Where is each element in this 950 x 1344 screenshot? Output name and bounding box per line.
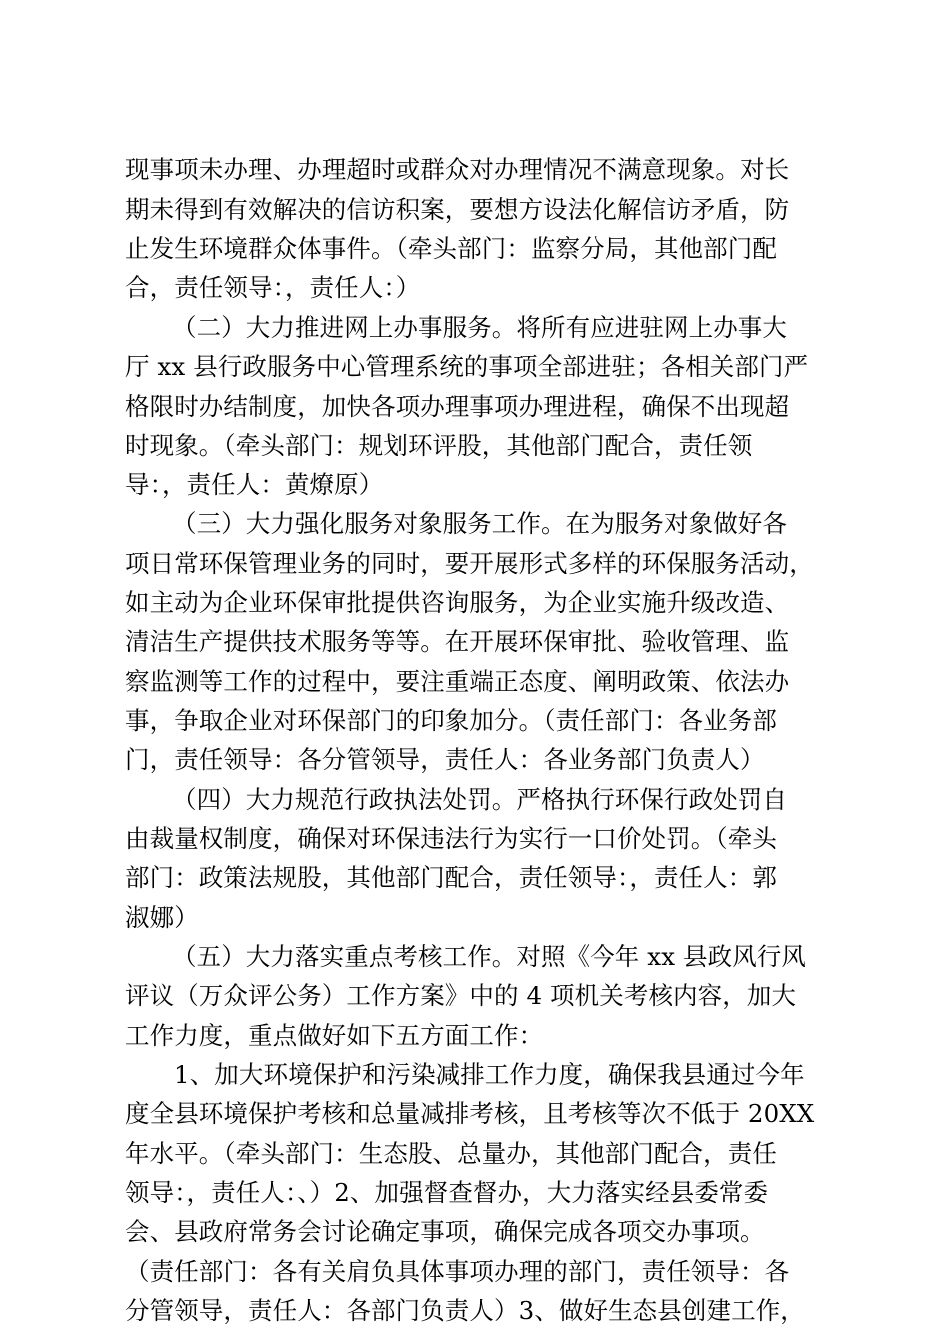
- text-line: 评议（万众评公务）工作方案》中的 4 项机关考核内容，加大: [125, 981, 797, 1010]
- text-line: 期未得到有效解决的信访积案，要想方设法化解信访矛盾，防: [125, 195, 790, 224]
- text-line: （责任部门：各有关肩负具体事项办理的部门，责任领导：各: [125, 1257, 790, 1286]
- text-line: 止发生环境群众体事件。（牵头部门：监察分局，其他部门配: [125, 234, 777, 263]
- paragraph-2-start: （二）大力推进网上办事服务。将所有应进驻网上办事大: [172, 313, 787, 342]
- text-line: 合，责任领导：，责任人：）: [125, 273, 421, 302]
- text-line: 领导：，责任人：、）2、加强督查督办，大力落实经县委常委: [125, 1178, 769, 1207]
- paragraph-3-start: （三）大力强化服务对象服务工作。在为服务对象做好各: [172, 509, 787, 538]
- text-line: 格限时办结制度，加快各项办理事项办理进程，确保不出现超: [125, 392, 790, 421]
- paragraph-4-start: （四）大力规范行政执法处罚。严格执行环保行政处罚自: [172, 785, 787, 814]
- text-line: 由裁量权制度，确保对环保违法行为实行一口价处罚。（牵头: [125, 824, 777, 853]
- text-line: 导：，责任人：黄燎原）: [125, 470, 384, 499]
- text-line: 门，责任领导：各分管领导，责任人：各业务部门负责人）: [125, 745, 765, 774]
- text-line: 事，争取企业对环保部门的印象加分。（责任部门：各业务部: [125, 706, 777, 735]
- text-line: 项日常环保管理业务的同时，要开展形式多样的环保服务活动，: [125, 549, 814, 578]
- text-line: 度全县环境保护考核和总量减排考核，且考核等次不低于 20XX: [125, 1099, 815, 1128]
- list-item-1-start: 1、加大环境保护和污染减排工作力度，确保我县通过今年: [174, 1060, 805, 1089]
- text-line: 年水平。（牵头部门：生态股、总量办，其他部门配合，责任: [125, 1139, 777, 1168]
- text-line: 部门：政策法规股，其他部门配合，责任领导：，责任人：郭: [125, 863, 777, 892]
- text-line: 时现象。（牵头部门：规划环评股，其他部门配合，责任领: [125, 431, 753, 460]
- text-line: 工作力度，重点做好如下五方面工作：: [125, 1021, 544, 1050]
- paragraph-5-start: （五）大力落实重点考核工作。对照《今年 xx 县政风行风: [172, 942, 807, 971]
- text-line: 厅 xx 县行政服务中心管理系统的事项全部进驻；各相关部门严: [125, 352, 809, 381]
- text-line: 如主动为企业环保审批提供咨询服务，为企业实施升级改造、: [125, 588, 790, 617]
- text-line: 分管领导，责任人：各部门负责人）3、做好生态县创建工作，: [125, 1296, 805, 1325]
- text-line: 会、县政府常务会讨论确定事项，确保完成各项交办事项。: [125, 1217, 765, 1246]
- text-line: 淑娜）: [125, 903, 199, 932]
- text-line: 察监测等工作的过程中，要注重端正态度、阐明政策、依法办: [125, 667, 790, 696]
- text-line: 现事项未办理、办理超时或群众对办理情况不满意现象。对长: [125, 155, 790, 184]
- text-line: 清洁生产提供技术服务等等。在开展环保审批、验收管理、监: [125, 627, 790, 656]
